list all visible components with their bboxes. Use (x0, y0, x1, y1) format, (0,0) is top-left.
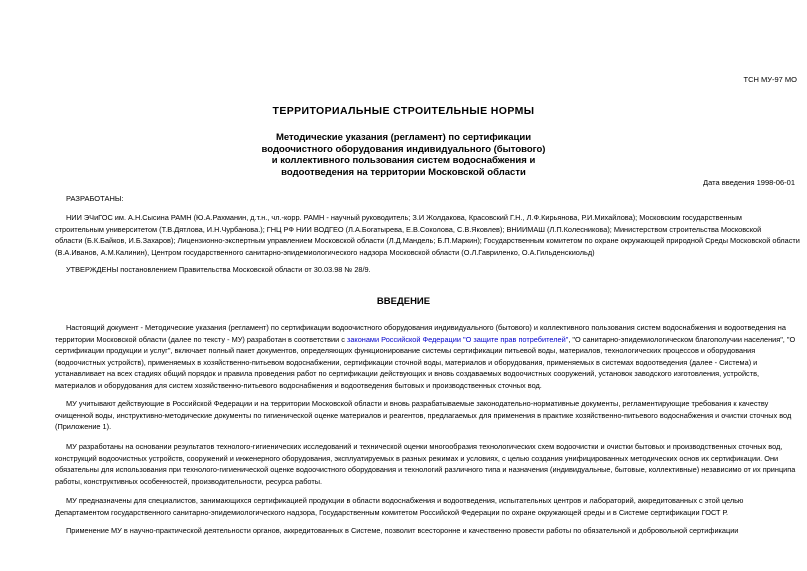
text-line: МУ разработаны на основании результатов технолого-гигиенических исследований и технической оценки многообразия технологических схем водоочистки и очистки бытовых и производственных сточных вод, (66, 442, 783, 451)
text-line: МУ предназначены для специалистов, занимающихся сертификацией продукции в области водоснабжения и водоотведения, испытательных центров и лабораторий, аккредитованных с этой целью (66, 496, 744, 505)
introduction-date: Дата введения 1998-06-01 (703, 178, 795, 187)
text-segment: , "О санитарно-эпидемиологическом благополучии населения", "О (568, 334, 796, 344)
text-line: очищенной воды, инструктивно-методические документы по гигиенической оценке материалов и реагентов, предлагаемых для применения в практике хозяйственно-питьевого водоснабжения и очистки сточных вод (55, 410, 792, 420)
intro-paragraph-1 (55, 322, 807, 392)
document-code: ТСН МУ-97 МО (743, 75, 797, 84)
intro-paragraph-3 (55, 441, 807, 487)
approved-paragraph (55, 264, 807, 276)
text-line: (Приложение 1). (55, 422, 112, 432)
developed-label: РАЗРАБОТАНЫ: (66, 194, 124, 203)
document-heading: ТЕРРИТОРИАЛЬНЫЕ СТРОИТЕЛЬНЫЕ НОРМЫ (272, 105, 535, 117)
text-line: устанавливает на всех стадиях общий порядок и правила проведения работ по сертификации действующих и вновь создаваемых водоочистных сооружений, установок заводского изготовления, устройств, (55, 369, 760, 379)
title-line: и коллективного пользования систем водоснабжения и (271, 155, 536, 166)
introduction-heading: ВВЕДЕНИЕ (376, 296, 431, 307)
developers-paragraph (55, 212, 807, 258)
text-line: области (Б.К.Байков, И.Б.Захаров); Лицензионно-экспертным управлением Московской области (Л.Д.Мандель; Б.П.Маркин); Государственным комитетом по охране окружающей природной Среды Московской области (55, 236, 800, 246)
text-line: материалов и оборудования для систем хозяйственно-питьевого водоснабжения и водоотведения бытовых и производственных сточных вод. (55, 380, 542, 390)
title-line: водоочистного оборудования индивидуального (бытового) (261, 143, 546, 155)
intro-paragraph-4 (55, 495, 807, 518)
text-line: сертификации продукции и услуг", включает полный пакет документов, определяющих функционирование системы сертификации питьевой воды, материалов, технологических процессов и оборудования (55, 346, 756, 356)
title-line: водоотведения на территории Московской области (281, 166, 526, 178)
law-link[interactable]: законами Российской Федерации "О защите прав потребителей" (346, 334, 569, 344)
text-line: (водоочистных устройств), применяемых в хозяйственно-питьевом водоснабжении, сертификации сточной воды, материалов и оборудования, применяемых в системах водоотведения (далее - Система) и (55, 357, 758, 367)
text-line: Департаментом государственного санитарно-эпидемиологического надзора, Государственным комитетом Российской Федерации по охране окружающей среды и в Системе сертификации ГОСТ Р. (55, 507, 729, 517)
text-segment: территории Московской области (далее по тексту - МУ) разработан в соответствии с (55, 334, 347, 344)
document-title (0, 132, 807, 178)
text-line: работы, конструктивных особенностей, производительности, ресурса работы. (55, 476, 323, 486)
intro-paragraph-5 (55, 525, 807, 537)
text-line: НИИ ЭЧиГОС им. А.Н.Сысина РАМН (Ю.А.Рахманин, д.т.н., чл.-корр. РАМН - научный руководитель; З.И Жолдакова, Красовский Г.Н., Л.Ф.Кирьянова, Р.И.Михайлова); Московским государственным (66, 213, 742, 222)
text-line: Настоящий документ - Методические указания (регламент) по сертификации водоочистного оборудования индивидуального (бытового) и коллективного пользования систем водоснабжения и водоотведения на (66, 323, 786, 332)
text-line: обязательны для использования при технолого-гигиенической оценке водоочистного оборудования и технологий различного типа и назначения (индивидуальные, бытовые, коллективные) независимо от их принципа (55, 465, 796, 475)
text-line (55, 334, 807, 346)
intro-paragraph-2 (55, 398, 807, 433)
text-line: (В.А.Иванов, А.М.Калинин), Центром государственного санитарно-эпидемиологического надзора Московской области (О.Л.Гавриленко, О.А.Гильденскиольд) (55, 247, 595, 257)
text-line: строительным университетом (Т.В.Дятлова, И.Н.Чурбанова.); ГНЦ РФ НИИ ВОДГЕО (Л.А.Богатырева, Е.В.Соколова, С.В.Яковлев); ВНИИМАШ (Л.П.Колесникова); Министерством строительства Московской (55, 224, 762, 234)
title-line: Методические указания (регламент) по сертификации (275, 132, 532, 143)
text-line: конструкций водоочистных устройств, сооружений и инженерного оборудования, эксплуатируемых в разных режимах и условиях, с целью создания унифицированных методических основ их сертификации. Они (55, 453, 779, 463)
text-line: МУ учитывают действующие в Российской Федерации и на территории Московской области и вновь разрабатываемые законодательно-нормативные документы, регламентирующие требования к качеству (66, 399, 769, 408)
text-line: Применение МУ в научно-практической деятельности органов, аккредитованных в Системе, позволит всесторонне и качественно провести работы по обязательной и добровольной сертификации (66, 526, 739, 535)
approved-text: УТВЕРЖДЕНЫ постановлением Правительства Московской области от 30.03.98 № 28/9. (66, 265, 371, 274)
